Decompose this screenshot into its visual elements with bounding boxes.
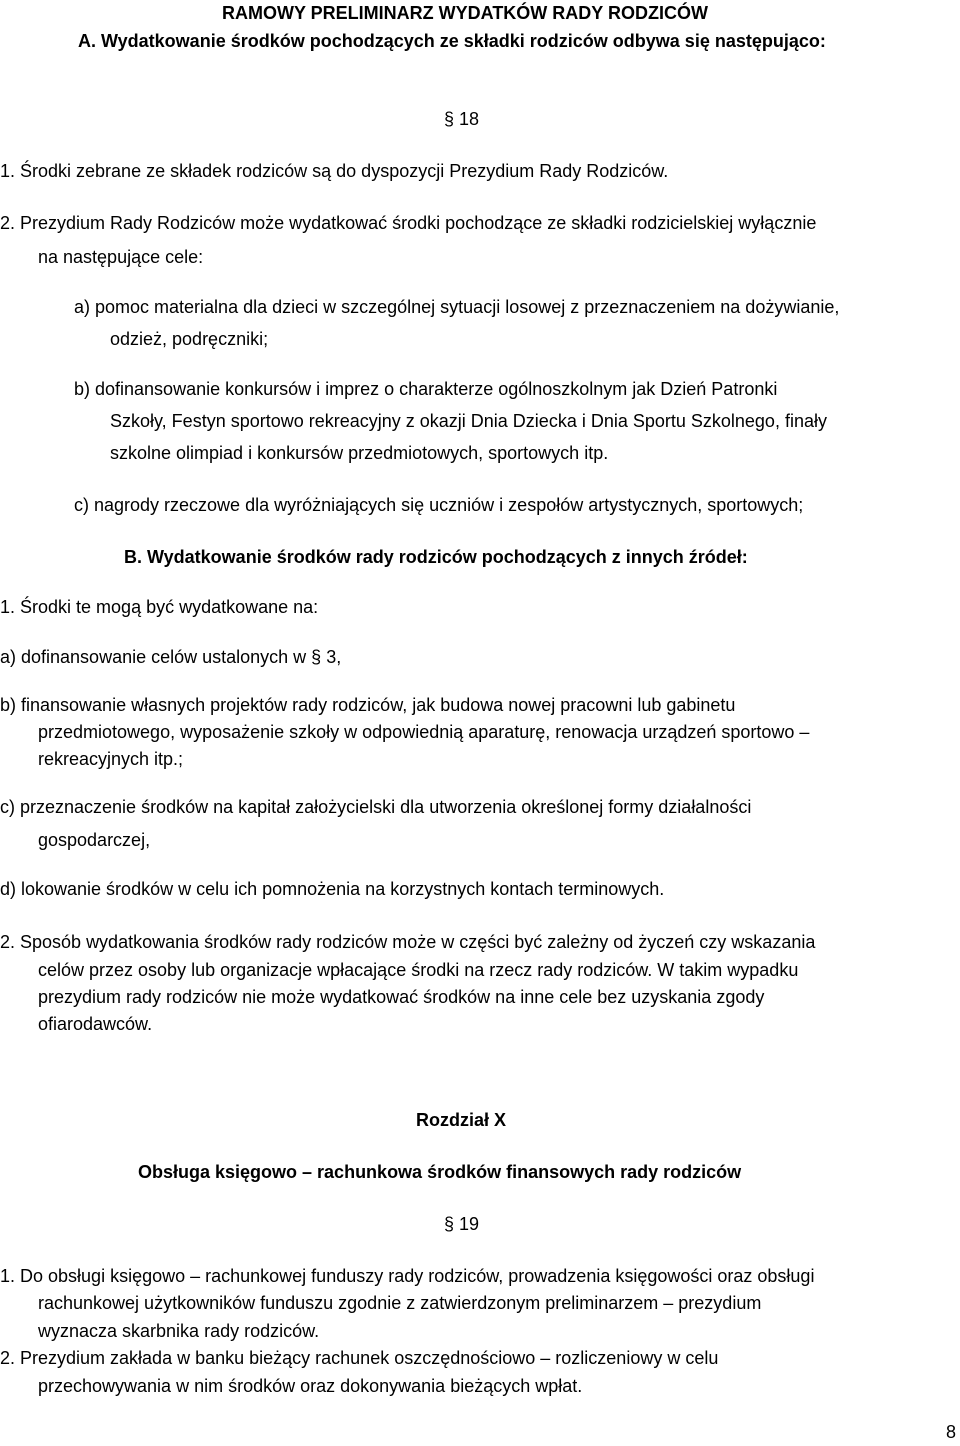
section-b-item-c-line2: gospodarczej, <box>38 830 151 850</box>
par18-item-1: 1. Środki zebrane ze składek rodziców są do dyspozycji Prezydium Rady Rodziców. <box>0 161 669 181</box>
section-b-item-1: 1. Środki te mogą być wydatkowane na: <box>0 597 319 617</box>
page-number: 8 <box>946 1422 957 1442</box>
section-b-item-2-line2: celów przez osoby lub organizacje wpłacające środki na rzecz rady rodziców. W takim wypadku <box>38 960 799 980</box>
par19-item-1-line1: 1. Do obsługi księgowo – rachunkowej funduszy rady rodziców, prowadzenia księgowości oraz obsługi <box>0 1266 815 1286</box>
paragraph-18-mark: § 18 <box>444 109 480 129</box>
section-b-item-2-line1: 2. Sposób wydatkowania środków rady rodziców może w części być zależny od życzeń czy wskazania <box>0 932 816 952</box>
section-b-heading: B. Wydatkowanie środków rady rodziców pochodzących z innych źródeł: <box>124 547 748 567</box>
par19-item-2-line2: przechowywania w nim środków oraz dokonywania bieżących wpłat. <box>38 1376 583 1396</box>
section-a-heading: A. Wydatkowanie środków pochodzących ze składki rodziców odbywa się następująco: <box>78 31 826 51</box>
section-b-item-2-line3: prezydium rady rodziców nie może wydatkować środków na inne cele bez uzyskania zgody <box>38 987 765 1007</box>
chapter-subtitle: Obsługa księgowo – rachunkowa środków finansowych rady rodziców <box>138 1162 742 1182</box>
par18-item-2-line1: 2. Prezydium Rady Rodziców może wydatkować środki pochodzące ze składki rodzicielskiej wyłącznie <box>0 213 817 233</box>
section-b-item-c-line1: c) przeznaczenie środków na kapitał założycielski dla utworzenia określonej formy działalności <box>0 797 752 817</box>
par18-item-b-line3: szkolne olimpiad i konkursów przedmiotowych, sportowych itp. <box>110 443 609 463</box>
section-b-item-b-line2: przedmiotowego, wyposażenie szkoły w odpowiednią aparaturę, renowacja urządzeń sportowo – <box>38 722 810 742</box>
par19-item-1-line2: rachunkowej użytkowników funduszu zgodnie z zatwierdzonym preliminarzem – prezydium <box>38 1293 762 1313</box>
section-b-item-b-line3: rekreacyjnych itp.; <box>38 749 184 769</box>
section-b-item-b-line1: b) finansowanie własnych projektów rady rodziców, jak budowa nowej pracowni lub gabinetu <box>0 695 736 715</box>
par18-item-b-line2: Szkoły, Festyn sportowo rekreacyjny z okazji Dnia Dziecka i Dnia Sportu Szkolnego, finały <box>110 411 827 431</box>
par18-item-a-line2: odzież, podręczniki; <box>110 329 269 349</box>
par19-item-2-line1: 2. Prezydium zakłada w banku bieżący rachunek oszczędnościowo – rozliczeniowy w celu <box>0 1348 719 1368</box>
chapter-title: Rozdział X <box>416 1110 507 1130</box>
paragraph-19-mark: § 19 <box>444 1214 480 1234</box>
section-b-item-d: d) lokowanie środków w celu ich pomnożenia na korzystnych kontach terminowych. <box>0 879 665 899</box>
page-title: RAMOWY PRELIMINARZ WYDATKÓW RADY RODZICÓW <box>222 3 708 23</box>
par18-item-2-line2: na następujące cele: <box>38 247 204 267</box>
section-b-item-a: a) dofinansowanie celów ustalonych w § 3, <box>0 647 342 667</box>
par18-item-b-line1: b) dofinansowanie konkursów i imprez o charakterze ogólnoszkolnym jak Dzień Patronki <box>74 379 778 399</box>
par19-item-1-line3: wyznacza skarbnika rady rodziców. <box>38 1321 320 1341</box>
section-b-item-2-line4: ofiarodawców. <box>38 1014 153 1034</box>
par18-item-c-line1: c) nagrody rzeczowe dla wyróżniających się uczniów i zespołów artystycznych, sportowych; <box>74 495 804 515</box>
par18-item-a-line1: a) pomoc materialna dla dzieci w szczególnej sytuacji losowej z przeznaczeniem na dożywianie, <box>74 297 840 317</box>
